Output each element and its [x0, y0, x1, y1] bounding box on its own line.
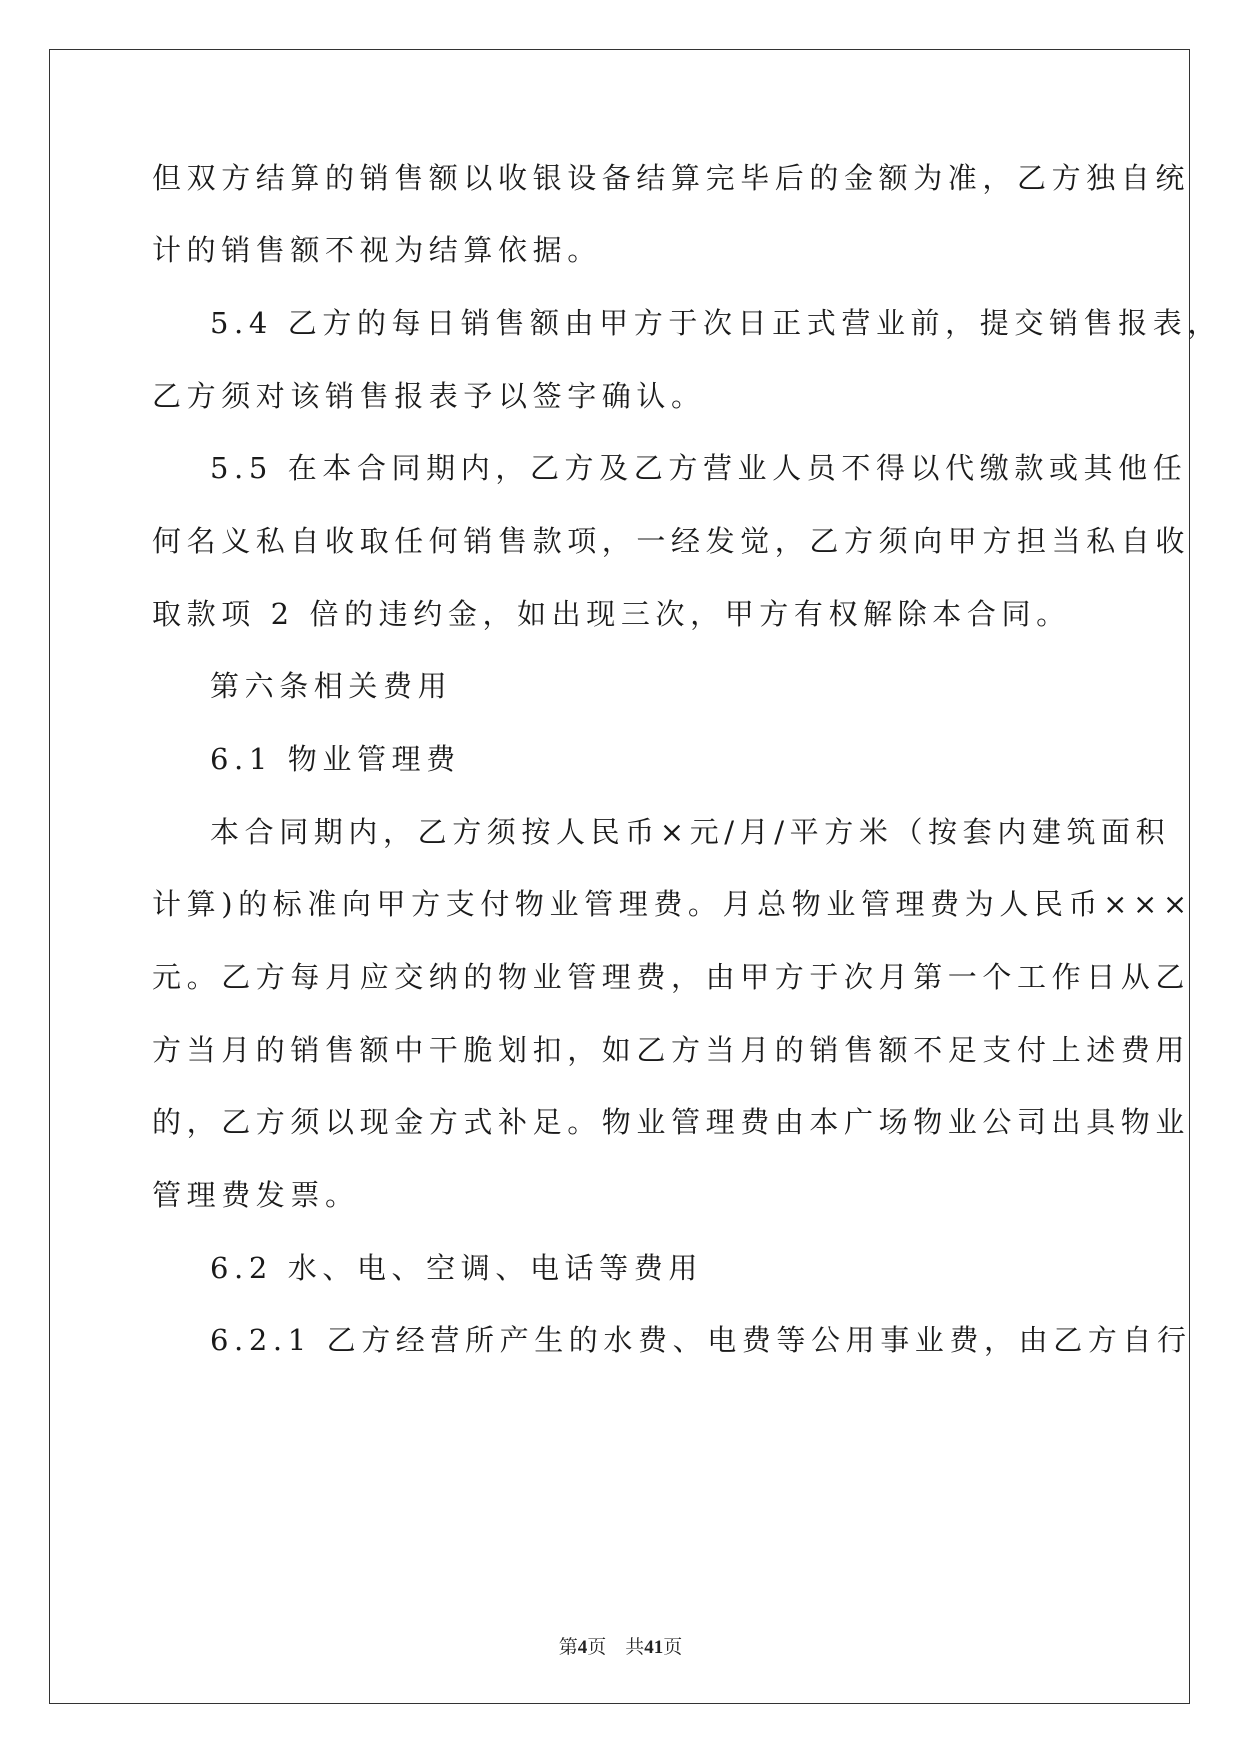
total-page-count: 41 — [644, 1637, 664, 1658]
text-line: 6.2.1 乙方经营所产生的水费、电费等公用事业费，由乙方自行 — [210, 1323, 1192, 1357]
text-line: 方当月的销售额中干脆划扣，如乙方当月的销售额不足支付上述费用 — [152, 1033, 1191, 1067]
section-heading: 第六条相关费用 — [210, 669, 453, 703]
text-line: 的，乙方须以现金方式补足。物业管理费由本广场物业公司出具物业 — [152, 1105, 1191, 1139]
text-line: 计算)的标准向甲方支付物业管理费。月总物业管理费为人民币××× — [152, 887, 1193, 921]
subsection-heading: 6.1 物业管理费 — [210, 742, 461, 776]
text-line: 管理费发票。 — [152, 1178, 360, 1212]
text-line: 元。乙方每月应交纳的物业管理费，由甲方于次月第一个工作日从乙 — [152, 960, 1191, 994]
text-line: 5.4 乙方的每日销售额由甲方于次日正式营业前，提交销售报表， — [210, 306, 1222, 340]
text-line: 但双方结算的销售额以收银设备结算完毕后的金额为准，乙方独自统 — [152, 161, 1191, 195]
footer-prefix: 第 — [558, 1637, 578, 1658]
footer-suffix: 页 — [663, 1637, 683, 1658]
footer-mid: 页 共 — [587, 1637, 645, 1658]
text-line: 本合同期内，乙方须按人民币×元/月/平方米（按套内建筑面积 — [210, 815, 1171, 849]
page-footer — [0, 1632, 1241, 1659]
text-line: 何名义私自收取任何销售款项，一经发觉，乙方须向甲方担当私自收 — [152, 524, 1191, 558]
page-border — [49, 49, 1190, 1704]
text-line: 5.5 在本合同期内，乙方及乙方营业人员不得以代缴款或其他任 — [210, 451, 1188, 485]
text-line: 计的销售额不视为结算依据。 — [152, 233, 602, 267]
subsection-heading: 6.2 水、电、空调、电话等费用 — [210, 1251, 703, 1285]
current-page-number: 4 — [577, 1637, 588, 1658]
text-line: 取款项 2 倍的违约金，如出现三次，甲方有权解除本合同。 — [152, 597, 1071, 631]
text-line: 乙方须对该销售报表予以签字确认。 — [152, 379, 706, 413]
